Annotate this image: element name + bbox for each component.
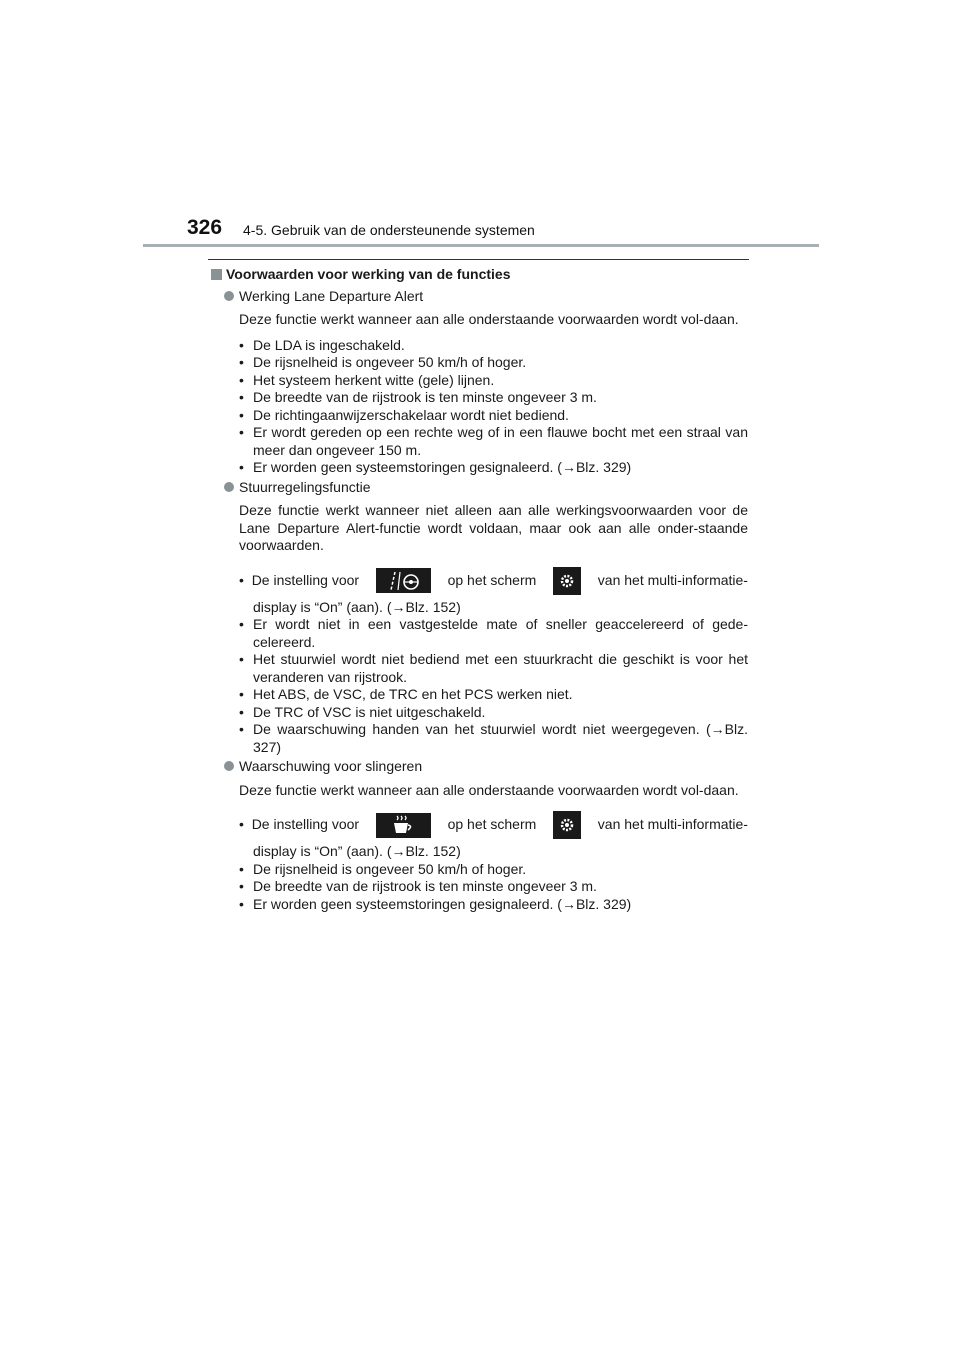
subheading-text: Stuurregelingsfunctie	[239, 478, 371, 495]
icon-condition-row	[239, 565, 748, 597]
icon-condition-part2: op het scherm	[447, 571, 537, 588]
icon-condition-part1: • De instelling voor	[239, 816, 360, 833]
subheading-text: Werking Lane Departure Alert	[239, 287, 424, 304]
sway-intro: Deze functie werkt wanneer aan alle onderstaande voorwaarden wordt vol-daan.	[239, 781, 739, 798]
list-item: • De breedte van de rijstrook is ten minste ongeveer 3 m.	[239, 878, 748, 896]
page-number: 326	[187, 216, 223, 239]
list-item: • Het stuurwiel wordt niet bediend met een stuurkracht die geschikt is voor het veranderen van rijstrook.	[239, 651, 748, 686]
coffee-cup-icon	[376, 813, 431, 838]
section-heading-text: Voorwaarden voor werking van de functies	[226, 266, 511, 282]
list-item: • Er wordt niet in een vastgestelde mate of sneller geaccelereerd of gede-celereerd.	[239, 616, 748, 651]
chapter-section-title: 4-5. Gebruik van de ondersteunende systemen	[243, 222, 535, 238]
list-item: • Er worden geen systeemstoringen gesignaleerd. (→Blz. 329)	[239, 459, 748, 477]
circle-bullet-icon	[224, 291, 234, 301]
sway-conditions-list	[239, 861, 748, 914]
list-item: • De breedte van de rijstrook is ten minste ongeveer 3 m.	[239, 389, 748, 407]
icon-condition-part3: van het multi-informatie-	[597, 816, 748, 833]
icon-condition-part2: op het scherm	[447, 816, 537, 833]
steering-icon-condition	[239, 565, 748, 597]
icon-condition-part1: • De instelling voor	[239, 571, 360, 588]
subheading-lda	[224, 288, 748, 306]
list-item: • Het ABS, de VSC, de TRC en het PCS werken niet.	[239, 686, 748, 704]
list-item: • De rijsnelheid is ongeveer 50 km/h of hoger.	[239, 861, 748, 879]
sway-icon-condition	[239, 809, 748, 841]
list-item: • De richtingaanwijzerschakelaar wordt niet bediend.	[239, 407, 748, 425]
subheading-sway	[224, 758, 748, 776]
list-item: • Er worden geen systeemstoringen gesignaleerd. (→Blz. 329)	[239, 896, 748, 914]
settings-gear-icon	[553, 567, 581, 595]
settings-gear-icon	[553, 811, 581, 839]
icon-condition-continuation: display is “On” (aan). (→Blz. 152)	[253, 598, 461, 615]
steering-conditions-list	[239, 616, 748, 756]
list-item: • Het systeem herkent witte (gele) lijnen.	[239, 372, 748, 390]
square-bullet-icon	[211, 269, 222, 280]
lda-intro: Deze functie werkt wanneer aan alle onderstaande voorwaarden wordt vol-daan.	[239, 311, 739, 327]
circle-bullet-icon	[224, 482, 234, 492]
list-item: • De TRC of VSC is niet uitgeschakeld.	[239, 704, 748, 722]
subheading-text: Waarschuwing voor slingeren	[239, 758, 423, 774]
icon-condition-part3: van het multi-informatie-	[597, 571, 748, 588]
header-divider	[143, 244, 819, 247]
lda-conditions-list	[239, 337, 748, 477]
icon-condition-row	[239, 809, 748, 841]
section-heading	[211, 266, 748, 284]
list-item: • De LDA is ingeschakeld.	[239, 337, 748, 355]
icon-condition-continuation: display is “On” (aan). (→Blz. 152)	[253, 843, 461, 859]
steering-intro: Deze functie werkt wanneer niet alleen aan alle werkingsvoorwaarden voor de Lane Departure Alert-functie wordt voldaan, maar ook aan alle onder-staande voorwaarden.	[239, 502, 748, 553]
list-item: • Er wordt gereden op een rechte weg of in een flauwe bocht met een straal van meer dan ongeveer 150 m.	[239, 424, 748, 459]
main-content	[211, 266, 748, 913]
list-item: • De waarschuwing handen van het stuurwiel wordt niet weergegeven. (→Blz. 327)	[239, 721, 748, 756]
steering-assist-icon	[376, 568, 431, 593]
list-item: • De rijsnelheid is ongeveer 50 km/h of hoger.	[239, 354, 748, 372]
content-divider	[208, 259, 749, 260]
subheading-steering	[224, 479, 748, 497]
circle-bullet-icon	[224, 761, 234, 771]
